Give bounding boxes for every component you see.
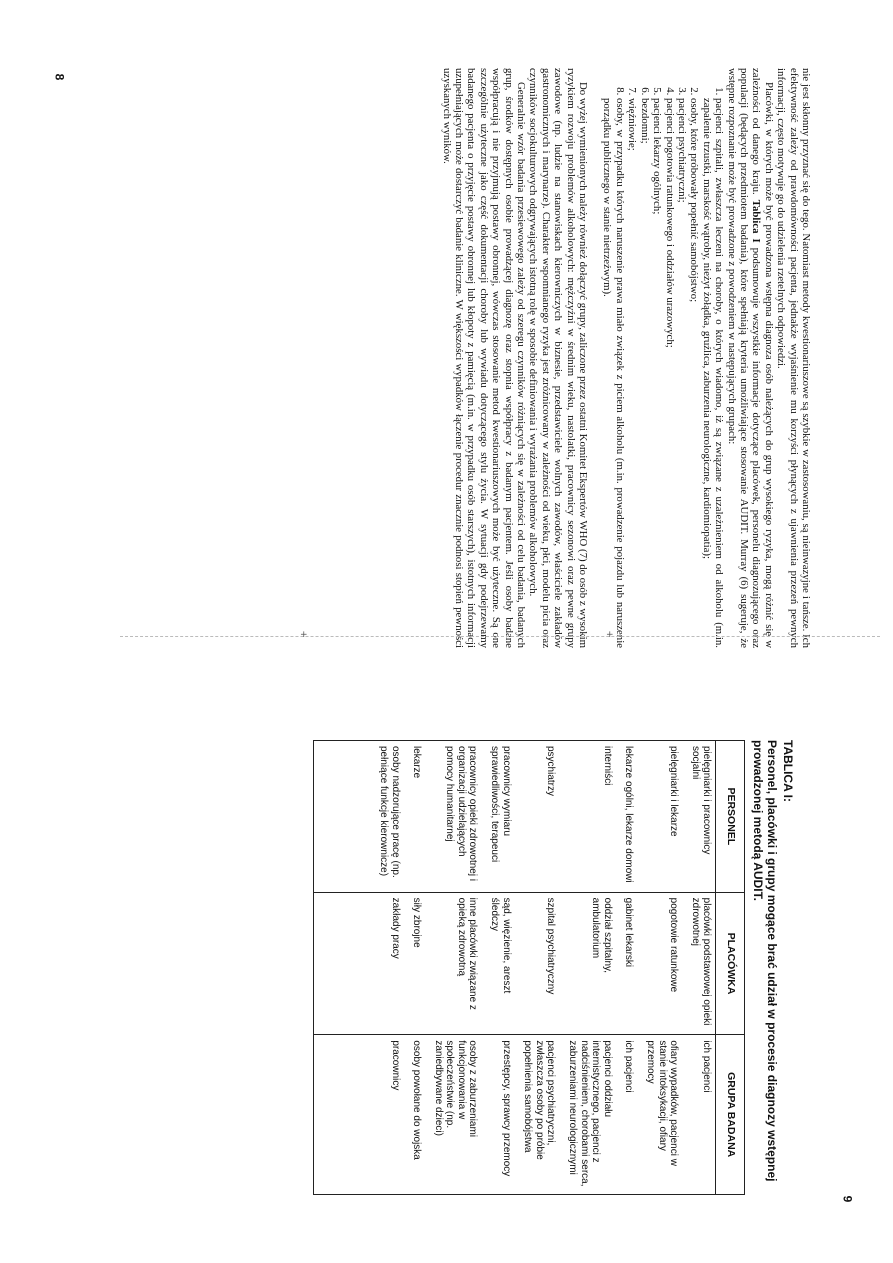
table-cell: pielęgniarki i lekarze: [637, 741, 682, 893]
table-cell: pracownicy opieki zdrowotnej i organizacji udzielających pomocy humanitarnej: [425, 741, 481, 893]
table-cell: ich pacjenci: [616, 1035, 638, 1195]
risk-group-list: [601, 68, 725, 648]
table-row: [515, 741, 560, 1195]
page-number-9: 9: [840, 1195, 855, 1203]
table-cell: psychiatrzy: [515, 741, 560, 893]
list-item: 8. osoby, w przypadku których naruszenie prawa miało związek z piciem alkoholu (m.in. prowadzenie pojazdu lub naruszenie porządku publicznego w stanie nietrzeźwym).: [601, 98, 626, 648]
table-cell: lekarze ogólni, lekarze domowi: [616, 741, 638, 893]
header-placowka: PLACÓWKA: [716, 892, 745, 1035]
table-cell: osoby powołane do wojska: [404, 1035, 426, 1195]
table-row: [637, 741, 682, 1195]
scan-mark: +: [606, 630, 614, 640]
table-cell: osoby nadzorujące pracę (np. pełniące funkcje kierownicze): [313, 741, 404, 893]
table-title: TABLICA I:: [781, 740, 795, 802]
table-cell: przestępcy, sprawcy przemocy: [482, 1035, 515, 1195]
table-cell: siły zbrojne: [404, 892, 426, 1035]
paragraph-1: nie jest skłonny przyznać się do tego. Natomiast metody kwestionariuszowe są szybkie w zastosowaniu, są nieinwazyjne i tańsze. Ich efektywność zależy od prawdomówności pacjenta, jednakże wyjaśnienie mu korzyści płynących z ujawnienia przezeń pewnych informacji, często motywuje go do udzielenia rzetelnych odpowiedzi.: [775, 68, 812, 648]
table-row: [425, 741, 481, 1195]
table-cell: gabinet lekarski: [616, 892, 638, 1035]
paragraph-3: Do wyżej wymienionych należy również dołączyć grupy, zaliczone przez ostatni Komitet Ekspertów WHO (7) do osób z wysokim ryzykiem rozwoju problemów alkoholowych: mężczyźni w średnim wieku, nastolatki, pracownicy sezonowi oraz pewne grupy zawodowe (np. ludzie na stanowiskach kierowniczych w biznesie, przedstawiciele wolnych zawodów, właściciele zakładów gastronomicznych i marynarze). Charakter wspomnianego ryzyka jest zróżnicowany w zależności od wieku, płci, modelu picia oraz czynników socjokulturowych odgrywających istotną rolę w sposobie definiowania i wyrażania problemów alkoholowych.: [527, 68, 590, 648]
table-cell: placówki podstawowej opieki zdrowotnej: [682, 892, 716, 1035]
audit-table: [313, 740, 745, 1195]
scan-mark: +: [300, 630, 308, 640]
table-cell: osoby z zaburzeniami funkcjonowania w społeczeństwie (np. zaniedbywane dzieci): [425, 1035, 481, 1195]
paragraph-2: [725, 68, 775, 648]
page-number-8: 8: [52, 73, 67, 81]
page-9-table-section: [95, 740, 795, 1195]
table-cell: pracownicy: [313, 1035, 404, 1195]
table-cell: ofiary wypadków, pacjenci w stanie intoksykacji, ofiary przemocy: [637, 1035, 682, 1195]
list-item: 1. pacjenci szpitali, zwłaszcza leczeni na choroby, o których wiadomo, iż są związane z uzależnieniem od alkoholu (m.in. zapalenie trzustki, marskość wątroby, nieżyt żołądka, gruźlica, zaburzenia neurologiczne, kardiomiopatia);: [700, 98, 725, 648]
paragraph-2-end: podsumowuje wszystkie informacje dotyczące placówek, personelu diagnozującego oraz populacji (będących przedmiotem badania), które spełniają kryteria umożliwiające stosowanie AUDIT. Murray (6) sugeruje, że wstępne rozpoznanie może być prowadzone z powodzeniem w następujących grupach:: [725, 68, 763, 648]
list-item: 6. bezdomni;: [638, 98, 650, 648]
table-row: [482, 741, 515, 1195]
header-grupa-badana: GRUPA BADANA: [716, 1035, 745, 1195]
table-caption: Personel, placówki i grupy mogące brać udział w procesie diagnozy wstępnej prowadzonej metodą AUDIT.: [751, 740, 779, 1182]
list-item: 2. osoby, które próbowały popełnić samobójstwo;: [688, 98, 700, 648]
table-cell: pacjenci oddziału internistycznego, pacjenci z nadciśnieniem, chorobami serca, zaburzeniami neurologicznymi: [559, 1035, 615, 1195]
list-item: 3. pacjenci psychiatryczni;: [676, 98, 688, 648]
table-row: [559, 741, 615, 1195]
table-cell: pracownicy wymiaru sprawiedliwości, terapeuci: [482, 741, 515, 893]
table-cell: oddział szpitalny, ambulatorium: [559, 892, 615, 1035]
table-header-row: [716, 741, 745, 1195]
table-row: [404, 741, 426, 1195]
table-cell: szpital psychiatryczny: [515, 892, 560, 1035]
table-cell: inne placówki związane z opieką zdrowotną: [425, 892, 481, 1035]
table-cell: ich pacjenci: [682, 1035, 716, 1195]
paragraph-2-start: Placówki, w których może być prowadzona wstępna diagnoza osób należących do grup wysokiego ryzyka, mogą różnić się w zależności od danego kraju.: [750, 68, 775, 648]
paragraph-4: Generalnie wzór badania przesiewowego zależy od szeregu czynników różniących się w zależności od celu badania, badanych grup, środków dostępnych osobie prowadzącej diagnozę oraz stopnia współpracy z badanym pacjentem. Jeśli osoby badane współpracują i nie przyjmują postawy obronnej, wówczas stosowanie metod kwestionariuszowych może być użyteczne. Są one szczególnie użyteczne jako część dokumentacji choroby lub wywiadu dotyczącego stylu życia. W sytuacji gdy podejrzewamy badanego pacjenta o przyjęcie postawy obronnej lub kłopoty z pamięcią (m.in. w przypadku osób starszych), istotnych informacji uzupełniających może dostarczyć badanie kliniczne. W większości wypadków łączenie procedur znacznie podnosi stopień pewności uzyskanych wyników.: [440, 68, 528, 648]
table-row: [313, 741, 404, 1195]
table-cell: lekarze: [404, 741, 426, 893]
header-personel: PERSONEL: [716, 741, 745, 893]
page-divider: [120, 636, 880, 637]
list-item: 4. pacjenci pogotowia ratunkowego i oddziałów urazowych;: [663, 98, 675, 648]
list-item: 7. więźniowie;: [626, 98, 638, 648]
table-cell: interniści: [559, 741, 615, 893]
table-row: [682, 741, 716, 1195]
table-cell: pacjenci psychiatryczni, zwłaszcza osoby po próbie popełnienia samobójstwa: [515, 1035, 560, 1195]
list-item: 5. pacjenci lekarzy ogólnych;: [651, 98, 663, 648]
table-cell: pielęgniarki i pracownicy socjalni: [682, 741, 716, 893]
table-cell: pogotowie ratunkowe: [637, 892, 682, 1035]
table-row: [616, 741, 638, 1195]
table-reference: Tablica I: [750, 199, 763, 243]
table-cell: sąd, więzienie, areszt śledczy: [482, 892, 515, 1035]
table-cell: zakłady pracy: [313, 892, 404, 1035]
page-8-text: [132, 68, 812, 648]
